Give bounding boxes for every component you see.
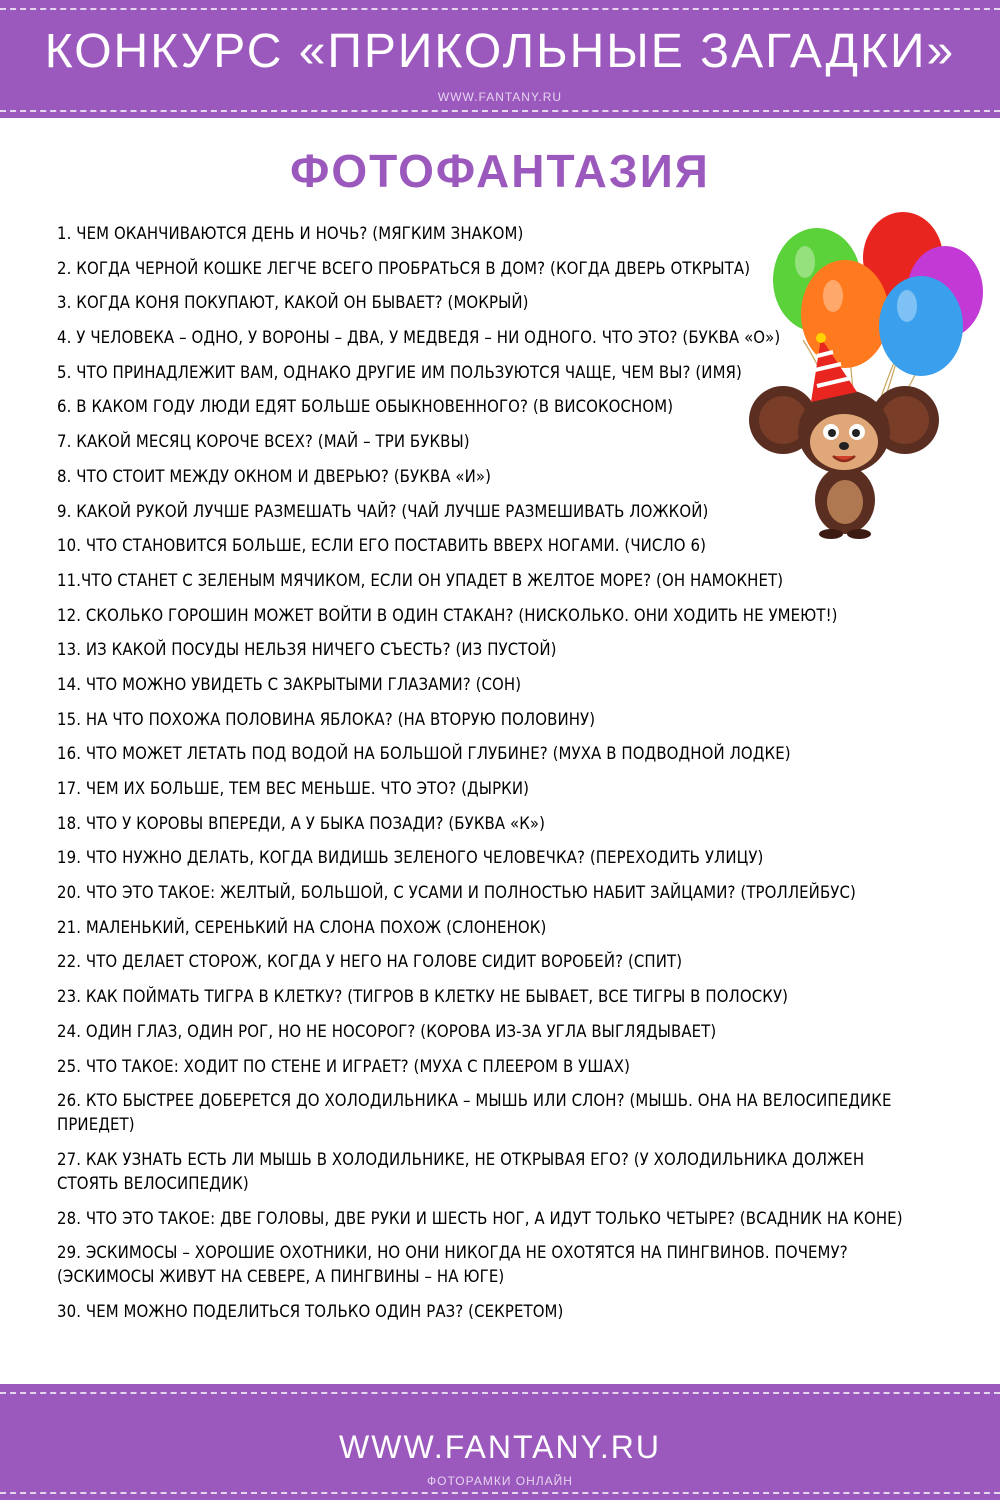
riddle-item: 22. ЧТО ДЕЛАЕТ СТОРОЖ, КОГДА У НЕГО НА ГОЛОВЕ СИДИТ ВОРОБЕЙ? (СПИТ) (57, 952, 683, 972)
riddle-item: 30. ЧЕМ МОЖНО ПОДЕЛИТЬСЯ ТОЛЬКО ОДИН РАЗ? (СЕКРЕТОМ) (57, 1301, 564, 1321)
balloons-cheburashka-illustration (745, 210, 995, 540)
riddle-item: 27. КАК УЗНАТЬ ЕСТЬ ЛИ МЫШЬ В ХОЛОДИЛЬНИКЕ, НЕ ОТКРЫВАЯ ЕГО? (У ХОЛОДИЛЬНИКА ДОЛЖЕН СТОЯТЬ ВЕЛОСИПЕДИК) (57, 1149, 865, 1193)
logo (0, 136, 1000, 206)
footer-url[interactable]: WWW.FANTANY.RU (339, 1429, 661, 1465)
header-stitch-bottom (0, 110, 1000, 112)
riddle-item: 23. КАК ПОЙМАТЬ ТИГРА В КЛЕТКУ? (ТИГРОВ В КЛЕТКУ НЕ БЫВАЕТ, ВСЕ ТИГРЫ В ПОЛОСКУ) (57, 987, 789, 1007)
page-title: КОНКУРС «ПРИКОЛЬНЫЕ ЗАГАДКИ» (44, 25, 956, 78)
riddle-item: 14. ЧТО МОЖНО УВИДЕТЬ С ЗАКРЫТЫМИ ГЛАЗАМИ? (СОН) (57, 674, 522, 694)
footer-tagline: ФОТОРАМКИ ОНЛАЙН (427, 1474, 573, 1488)
riddle-item: 13. ИЗ КАКОЙ ПОСУДЫ НЕЛЬЗЯ НИЧЕГО СЪЕСТЬ? (ИЗ ПУСТОЙ) (57, 640, 557, 660)
riddle-item: 4. У ЧЕЛОВЕКА – ОДНО, У ВОРОНЫ – ДВА, У МЕДВЕДЯ – НИ ОДНОГО. ЧТО ЭТО? (БУКВА «О») (57, 328, 781, 348)
footer-stitch-top (0, 1392, 1000, 1394)
riddle-item: 16. ЧТО МОЖЕТ ЛЕТАТЬ ПОД ВОДОЙ НА БОЛЬШОЙ ГЛУБИНЕ? (МУХА В ПОДВОДНОЙ ЛОДКЕ) (57, 744, 791, 764)
riddle-item: 8. ЧТО СТОИТ МЕЖДУ ОКНОМ И ДВЕРЬЮ? (БУКВА «И») (57, 466, 492, 486)
riddle-item: 11.ЧТО СТАНЕТ С ЗЕЛЕНЫМ МЯЧИКОМ, ЕСЛИ ОН УПАДЕТ В ЖЕЛТОЕ МОРЕ? (ОН НАМОКНЕТ) (57, 570, 784, 590)
footer-banner (0, 1384, 1000, 1500)
riddle-item: 1. ЧЕМ ОКАНЧИВАЮТСЯ ДЕНЬ И НОЧЬ? (МЯГКИМ ЗНАКОМ) (57, 224, 524, 243)
header-url[interactable]: WWW.FANTANY.RU (437, 90, 563, 104)
logo-text: ФОТОФАНТАЗИЯ (290, 145, 710, 197)
riddle-item: 7. КАКОЙ МЕСЯЦ КОРОЧЕ ВСЕХ? (МАЙ – ТРИ БУКВЫ) (57, 432, 470, 452)
riddle-item: 20. ЧТО ЭТО ТАКОЕ: ЖЕЛТЫЙ, БОЛЬШОЙ, С УСАМИ И ПОЛНОСТЬЮ НАБИТ ЗАЙЦАМИ? (ТРОЛЛЕЙБУС) (57, 883, 856, 903)
riddle-item: 18. ЧТО У КОРОВЫ ВПЕРЕДИ, А У БЫКА ПОЗАДИ? (БУКВА «К») (57, 813, 546, 833)
riddle-item: 24. ОДИН ГЛАЗ, ОДИН РОГ, НО НЕ НОСОРОГ? (КОРОВА ИЗ-ЗА УГЛА ВЫГЛЯДЫВАЕТ) (57, 1021, 717, 1041)
riddle-item: 28. ЧТО ЭТО ТАКОЕ: ДВЕ ГОЛОВЫ, ДВЕ РУКИ И ШЕСТЬ НОГ, А ИДУТ ТОЛЬКО ЧЕТЫРЕ? (ВСАДНИК НА КОНЕ) (57, 1208, 903, 1228)
riddle-item: 10. ЧТО СТАНОВИТСЯ БОЛЬШЕ, ЕСЛИ ЕГО ПОСТАВИТЬ ВВЕРХ НОГАМИ. (ЧИСЛО 6) (57, 536, 706, 556)
riddle-item: 29. ЭСКИМОСЫ – ХОРОШИЕ ОХОТНИКИ, НО ОНИ НИКОГДА НЕ ОХОТЯТСЯ НА ПИНГВИНОВ. ПОЧЕМУ? (ЭСКИМОСЫ ЖИВУТ НА СЕВЕРЕ, А ПИНГВИНЫ – НА ЮГЕ) (57, 1243, 848, 1287)
balloon-orange (801, 260, 889, 368)
header-stitch-top (0, 8, 1000, 10)
riddle-item: 12. СКОЛЬКО ГОРОШИН МОЖЕТ ВОЙТИ В ОДИН СТАКАН? (НИСКОЛЬКО. ОНИ ХОДИТЬ НЕ УМЕЮТ!) (57, 605, 838, 625)
riddle-item: 17. ЧЕМ ИХ БОЛЬШЕ, ТЕМ ВЕС МЕНЬШЕ. ЧТО ЭТО? (ДЫРКИ) (57, 779, 530, 798)
riddle-item: 21. МАЛЕНЬКИЙ, СЕРЕНЬКИЙ НА СЛОНА ПОХОЖ (СЛОНЕНОК) (57, 917, 547, 937)
riddle-item: 9. КАКОЙ РУКОЙ ЛУЧШЕ РАЗМЕШАТЬ ЧАЙ? (ЧАЙ ЛУЧШЕ РАЗМЕШИВАТЬ ЛОЖКОЙ) (57, 501, 709, 521)
riddle-item: 26. КТО БЫСТРЕЕ ДОБЕРЕТСЯ ДО ХОЛОДИЛЬНИКА – МЫШЬ ИЛИ СЛОН? (МЫШЬ. ОНА НА ВЕЛОСИПЕДИКЕ ПРИЕДЕТ) (57, 1091, 892, 1135)
header-banner (0, 0, 1000, 118)
riddle-item: 5. ЧТО ПРИНАДЛЕЖИТ ВАМ, ОДНАКО ДРУГИЕ ИМ ПОЛЬЗУЮТСЯ ЧАЩЕ, ЧЕМ ВЫ? (ИМЯ) (57, 362, 742, 382)
riddle-item: 3. КОГДА КОНЯ ПОКУПАЮТ, КАКОЙ ОН БЫВАЕТ? (МОКРЫЙ) (57, 293, 529, 313)
riddle-item: 6. В КАКОМ ГОДУ ЛЮДИ ЕДЯТ БОЛЬШЕ ОБЫКНОВЕННОГО? (В ВИСОКОСНОМ) (57, 397, 674, 417)
footer-stitch-bottom (0, 1492, 1000, 1494)
riddle-item: 15. НА ЧТО ПОХОЖА ПОЛОВИНА ЯБЛОКА? (НА ВТОРУЮ ПОЛОВИНУ) (57, 709, 596, 729)
balloon-blue (879, 276, 963, 376)
riddle-item: 19. ЧТО НУЖНО ДЕЛАТЬ, КОГДА ВИДИШЬ ЗЕЛЕНОГО ЧЕЛОВЕЧКА? (ПЕРЕХОДИТЬ УЛИЦУ) (57, 848, 764, 868)
riddle-item: 2. КОГДА ЧЕРНОЙ КОШКЕ ЛЕГЧЕ ВСЕГО ПРОБРАТЬСЯ В ДОМ? (КОГДА ДВЕРЬ ОТКРЫТА) (57, 258, 751, 278)
riddle-item: 25. ЧТО ТАКОЕ: ХОДИТ ПО СТЕНЕ И ИГРАЕТ? (МУХА С ПЛЕЕРОМ В УШАХ) (57, 1056, 630, 1076)
